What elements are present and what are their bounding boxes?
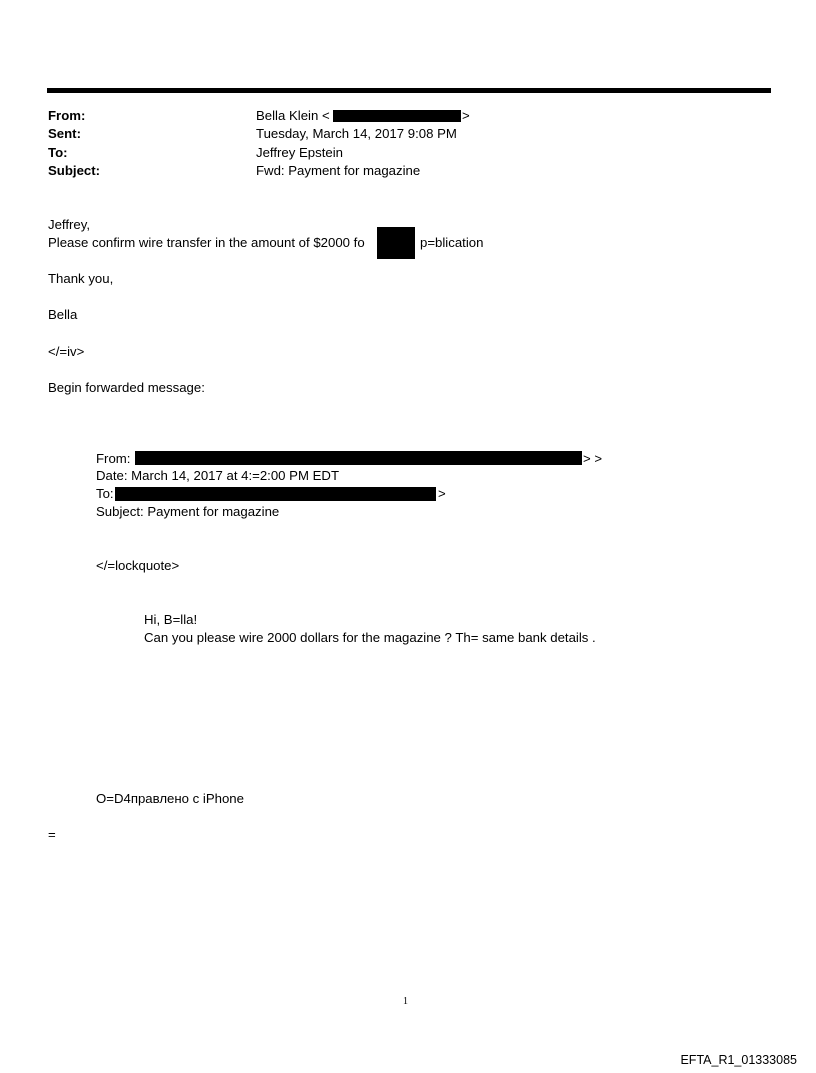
redaction-from-email [333,110,461,122]
div-close: </=iv> [48,344,85,359]
to-value: Jeffrey Epstein [256,145,343,160]
fwd-from-tail: > > [583,451,603,466]
bates-number: EFTA_R1_01333085 [680,1053,797,1067]
redaction-fwd-to [115,487,436,501]
from-tail: > [462,108,470,123]
sent-from-iphone: O=D4правлено с iPhone [96,791,244,806]
sent-value: Tuesday, March 14, 2017 9:08 PM [256,126,457,141]
header-rule [47,88,771,93]
fwd-from-label: From: [96,451,131,466]
fwd-msg-line-2: Can you please wire 2000 dollars for the magazine ? Th= same bank details . [144,630,596,645]
body-line-1a: Please confirm wire transfer in the amount of $2000 fo [48,235,365,250]
from-value: Bella Klein < [256,108,330,123]
redaction-publication [377,227,415,259]
fwd-to-label: To: [96,486,114,501]
fwd-date: Date: March 14, 2017 at 4:=2:00 PM EDT [96,468,339,483]
thanks: Thank you, [48,271,114,286]
forward-intro: Begin forwarded message: [48,380,205,395]
equals-sign: = [48,827,56,842]
fwd-msg-line-1: Hi, B=lla! [144,612,198,627]
body-line-1b: p=blication [420,235,484,250]
sent-label: Sent: [48,126,81,141]
fwd-subject: Subject: Payment for magazine [96,504,280,519]
blockquote-close: </=lockquote> [96,558,180,573]
subject-value: Fwd: Payment for magazine [256,163,421,178]
from-label: From: [48,108,86,123]
signature: Bella [48,307,78,322]
fwd-to-tail: > [438,486,446,501]
page-number: 1 [403,996,408,1007]
greeting: Jeffrey, [48,217,91,232]
subject-label: Subject: [48,163,101,178]
to-label: To: [48,145,68,160]
redaction-fwd-from [135,451,582,465]
